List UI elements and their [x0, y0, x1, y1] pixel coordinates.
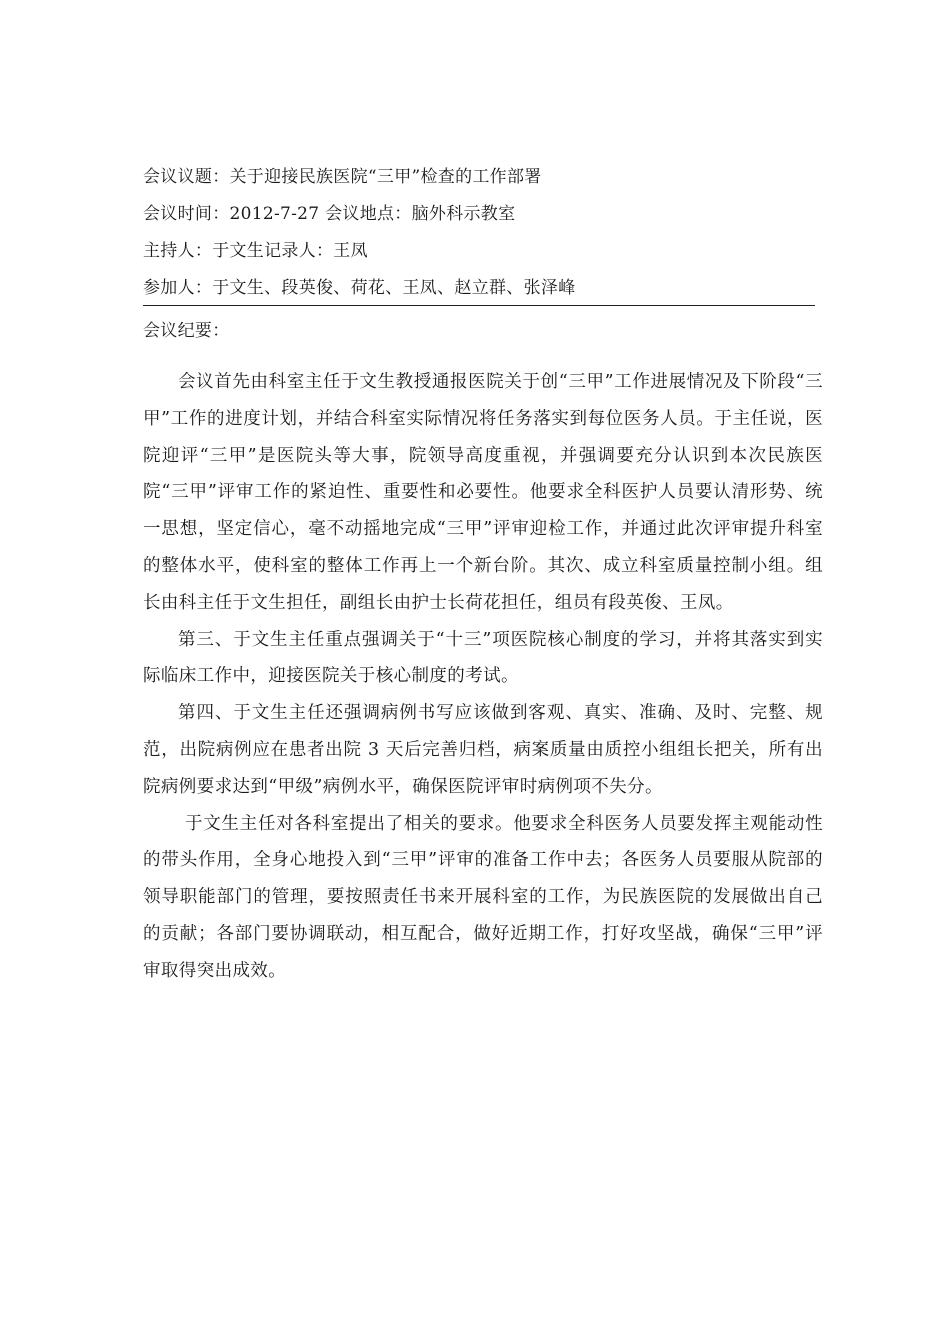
summary-label: 会议纪要： — [143, 321, 230, 341]
meeting-header — [143, 166, 815, 314]
meeting-topic: 会议议题：关于迎接民族医院“三甲”检查的工作部署 — [143, 167, 542, 187]
summary-body — [143, 364, 823, 990]
paragraph-2: 第三、于文生主任重点强调关于“十三”项医院核心制度的学习，并将其落实到实际临床工作中，迎接医院关于核心制度的考试。 — [143, 629, 823, 687]
meeting-participants: 参加人：于文生、段英俊、荷花、王凤、赵立群、张泽峰 — [143, 278, 576, 298]
paragraph-1: 会议首先由科室主任于文生教授通报医院关于创“三甲”工作进展情况及下阶段“三甲”工作的进度计划，并结合科室实际情况将任务落实到每位医务人员。于主任说，医院迎评“三甲”是医院头等大事，院领导高度重视，并强调要充分认识到本次民族医院“三甲”评审工作的紧迫性、重要性和必要性。他要求全科医护人员要认清形势、统一思想，坚定信心，毫不动摇地完成“三甲”评审迎检工作，并通过此次评审提升科室的整体水平，使科室的整体工作再上一个新台阶。其次、成立科室质量控制小组。组长由科主任于文生担任，副组长由护士长荷花担任，组员有段英俊、王凤。 — [143, 372, 823, 613]
meeting-host-recorder: 主持人：于文生记录人：王凤 — [143, 241, 368, 261]
paragraph-4: 于文生主任对各科室提出了相关的要求。他要求全科医务人员要发挥主观能动性的带头作用，全身心地投入到“三甲”评审的准备工作中去；各医务人员要服从院部的领导职能部门的管理，要按照责任书来开展科室的工作，为民族医院的发展做出自己的贡献；各部门要协调联动，相互配合，做好近期工作，打好攻坚战，确保“三甲”评审取得突出成效。 — [143, 813, 823, 981]
meeting-time-place: 会议时间：2012-7-27 会议地点：脑外科示教室 — [143, 204, 516, 224]
paragraph-3: 第四、于文生主任还强调病例书写应该做到客观、真实、准确、及时、完整、规范，出院病例应在患者出院 3 天后完善归档，病案质量由质控小组组长把关，所有出院病例要求达到“甲级”病例水平，确保医院评审时病例项不失分。 — [143, 703, 823, 797]
header-divider — [143, 305, 815, 306]
